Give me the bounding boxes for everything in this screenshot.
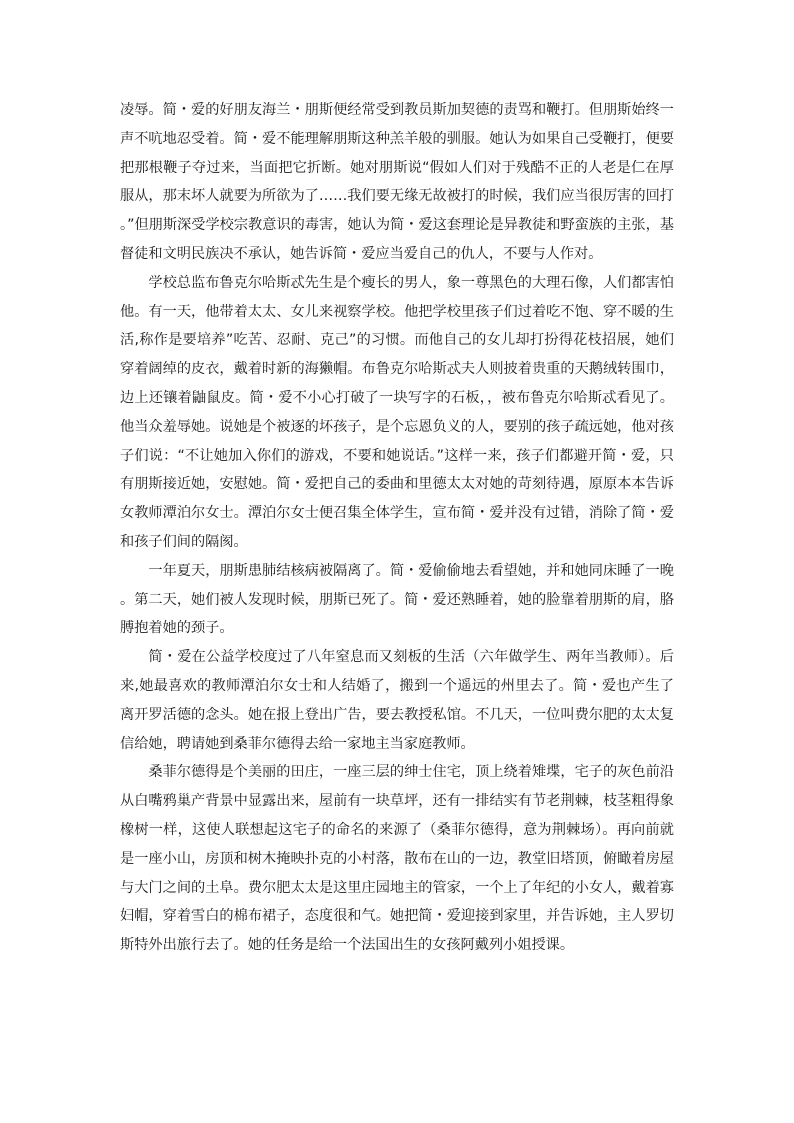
paragraph-4: 简・爱在公益学校度过了八年窒息而又刻板的生活（六年做学生、两年当教师）。后来,她最喜欢的教师潭泊尔女士和人结婚了，搬到一个遥远的州里去了。简・爱也产生了离开罗活德的念头。她在报上登出广告，要去教授私馆。不几天，一位叫费尔肥的太太复信给她，聘请她到桑菲尔德得去给一家地主当家庭教师。 xyxy=(120,649,674,752)
paragraph-1: 凌辱。简・爱的好朋友海兰・朋斯便经常受到教员斯加契德的责骂和鞭打。但朋斯始终一声不吭地忍受着。简・爱不能理解朋斯这种羔羊般的驯服。她认为如果自己受鞭打，便要把那根鞭子夺过来，当面把它折断。她对朋斯说“假如人们对于残酷不正的人老是仁在厚服从，那末坏人就要为所欲为了……我们要无缘无故被打的时候，我们应当很厉害的回打。”但朋斯深受学校宗教意识的毒害，她认为简・爱这套理论是异教徒和野蛮族的主张，基督徒和文明民族决不承认，她告诉简・爱应当爱自己的仇人，不要与人作对。 xyxy=(120,102,674,262)
paragraph-5: 桑菲尔德得是个美丽的田庄，一座三层的绅士住宅，顶上绕着雉堞，宅子的灰色前沿从白嘴鸦巢产背景中显露出来，屋前有一块草坪，还有一排结实有节老荆棘，枝茎粗得象橡树一样，这使人联想起这宅子的命名的来源了（桑菲尔德得，意为荆棘场）。再向前就是一座小山，房顶和树木掩映扑克的小村落，散布在山的一边，教堂旧塔顶，俯瞰着房屋与大门之间的土阜。费尔肥太太是这里庄园地主的管家，一个上了年纪的小女人，戴着寡妇帽，穿着雪白的棉布裙子，态度很和气。她把简・爱迎接到家里，并告诉她，主人罗切斯特外出旅行去了。她的任务是给一个法国出生的女孩阿戴列小姐授课。 xyxy=(120,764,674,954)
paragraph-2: 学校总监布鲁克尔哈斯忒先生是个瘦长的男人，象一尊黑色的大理石像，人们都害怕他。有一天，他带着太太、女儿来视察学校。他把学校里孩子们过着吃不饱、穿不暖的生活,称作是要培养”吃苦、忍耐、克己”的习惯。而他自己的女儿却打扮得花枝招展，她们穿着阔绰的皮衣，戴着时新的海獭帽。布鲁克尔哈斯忒夫人则披着贵重的天鹅绒转围巾，边上还镶着鼬鼠皮。简・爱不小心打破了一块写字的石板，，被布鲁克尔哈斯忒看见了。他当众羞辱她。说她是个被逐的坏孩子，是个忘恩负义的人，要别的孩子疏远她，他对孩子们说：“不让她加入你们的游戏，不要和她说话。”这样一来，孩子们都避开简・爱，只有朋斯接近她，安慰她。简・爱把自己的委曲和里德太太对她的苛刻待遇，原原本本告诉女教师潭泊尔女士。潭泊尔女士便召集全体学生，宣布简・爱并没有过错，消除了简・爱和孩子们间的隔阂。 xyxy=(120,274,674,550)
document-body xyxy=(120,96,674,960)
paragraph-3: 一年夏天，朋斯患肺结核病被隔离了。简・爱偷偷地去看望她，并和她同床睡了一晚。第二天，她们被人发现时候，朋斯已死了。简・爱还熟睡着，她的脸靠着朋斯的肩，胳膊抱着她的颈子。 xyxy=(120,562,674,637)
